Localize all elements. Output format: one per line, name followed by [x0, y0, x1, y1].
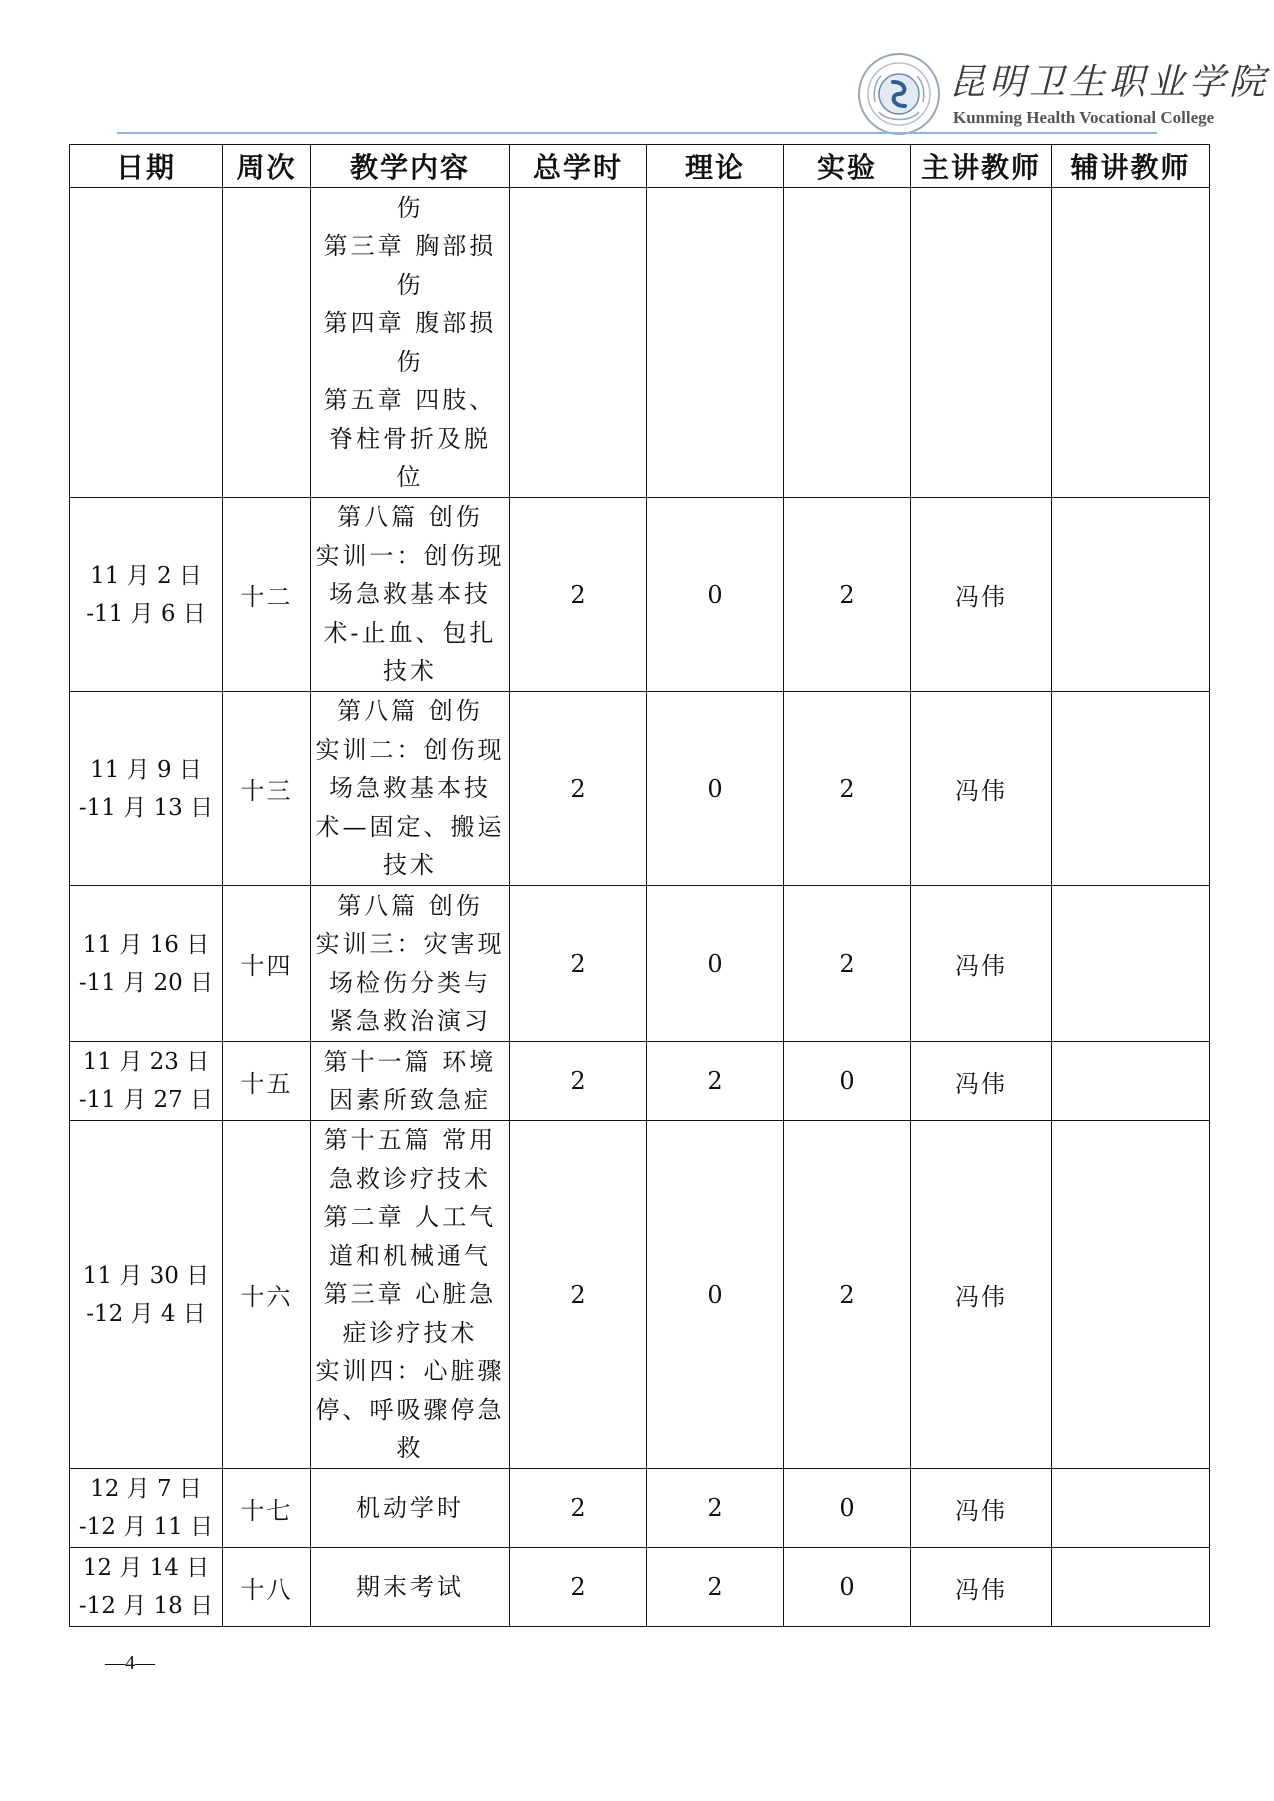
assistant-teacher-cell — [1052, 1548, 1210, 1627]
content-cell: 第八篇 创伤 实训三：灾害现 场检伤分类与 紧急救治演习 — [311, 886, 510, 1042]
lab-hours-cell: 2 — [784, 498, 911, 692]
column-header-assistant-teacher: 辅讲教师 — [1052, 145, 1210, 188]
page-header — [0, 0, 1274, 140]
date-cell: 12 月 7 日 -12 月 11 日 — [70, 1469, 223, 1548]
total-hours-cell: 2 — [510, 1121, 647, 1469]
table-row — [70, 1548, 1210, 1627]
header-divider — [117, 132, 1157, 134]
week-cell: 十四 — [223, 886, 311, 1042]
page-number: —4— — [105, 1652, 155, 1674]
college-seal-icon — [857, 52, 941, 136]
date-cell: 11 月 16 日 -11 月 20 日 — [70, 886, 223, 1042]
lead-teacher-cell: 冯伟 — [911, 1469, 1052, 1548]
content-cell: 第八篇 创伤 实训二：创伤现 场急救基本技 术—固定、搬运 技术 — [311, 692, 510, 886]
table-row — [70, 886, 1210, 1042]
lead-teacher-cell: 冯伟 — [911, 1042, 1052, 1121]
assistant-teacher-cell — [1052, 1469, 1210, 1548]
week-cell: 十三 — [223, 692, 311, 886]
week-cell: 十七 — [223, 1469, 311, 1548]
table-header-row — [70, 145, 1210, 188]
table-row — [70, 498, 1210, 692]
theory-hours-cell: 0 — [647, 692, 784, 886]
total-hours-cell: 2 — [510, 692, 647, 886]
date-cell: 11 月 30 日 -12 月 4 日 — [70, 1121, 223, 1469]
teaching-schedule-table — [69, 144, 1210, 1627]
lab-hours-cell — [784, 188, 911, 498]
lead-teacher-cell: 冯伟 — [911, 1548, 1052, 1627]
date-cell: 11 月 2 日 -11 月 6 日 — [70, 498, 223, 692]
week-cell: 十八 — [223, 1548, 311, 1627]
column-header-content: 教学内容 — [311, 145, 510, 188]
theory-hours-cell: 2 — [647, 1548, 784, 1627]
total-hours-cell: 2 — [510, 498, 647, 692]
content-cell: 期末考试 — [311, 1548, 510, 1627]
lead-teacher-cell: 冯伟 — [911, 692, 1052, 886]
theory-hours-cell: 0 — [647, 1121, 784, 1469]
content-cell: 第十一篇 环境 因素所致急症 — [311, 1042, 510, 1121]
lead-teacher-cell — [911, 188, 1052, 498]
table-row — [70, 1469, 1210, 1548]
assistant-teacher-cell — [1052, 692, 1210, 886]
assistant-teacher-cell — [1052, 886, 1210, 1042]
column-header-date: 日期 — [70, 145, 223, 188]
college-name-cn: 昆明卫生职业学院 — [949, 62, 1270, 103]
week-cell: 十六 — [223, 1121, 311, 1469]
college-logo — [857, 50, 1270, 140]
date-cell: 11 月 9 日 -11 月 13 日 — [70, 692, 223, 886]
column-header-theory: 理论 — [647, 145, 784, 188]
assistant-teacher-cell — [1052, 1042, 1210, 1121]
date-cell: 12 月 14 日 -12 月 18 日 — [70, 1548, 223, 1627]
lab-hours-cell: 2 — [784, 1121, 911, 1469]
content-cell: 伤 第三章 胸部损 伤 第四章 腹部损 伤 第五章 四肢、 脊柱骨折及脱 位 — [311, 188, 510, 498]
theory-hours-cell: 2 — [647, 1469, 784, 1548]
lead-teacher-cell: 冯伟 — [911, 886, 1052, 1042]
assistant-teacher-cell — [1052, 188, 1210, 498]
theory-hours-cell: 2 — [647, 1042, 784, 1121]
table-row — [70, 188, 1210, 498]
column-header-lab: 实验 — [784, 145, 911, 188]
table-row — [70, 692, 1210, 886]
table-row — [70, 1042, 1210, 1121]
column-header-lead-teacher: 主讲教师 — [911, 145, 1052, 188]
lab-hours-cell: 2 — [784, 886, 911, 1042]
total-hours-cell: 2 — [510, 1548, 647, 1627]
column-header-week: 周次 — [223, 145, 311, 188]
lead-teacher-cell: 冯伟 — [911, 1121, 1052, 1469]
total-hours-cell: 2 — [510, 1469, 647, 1548]
assistant-teacher-cell — [1052, 1121, 1210, 1469]
column-header-total-hours: 总学时 — [510, 145, 647, 188]
content-cell: 第十五篇 常用 急救诊疗技术 第二章 人工气 道和机械通气 第三章 心脏急 症诊疗技术 实训四：心脏骤 停、呼吸骤停急 救 — [311, 1121, 510, 1469]
week-cell: 十二 — [223, 498, 311, 692]
college-name-en: Kunming Health Vocational College — [953, 108, 1215, 127]
theory-hours-cell — [647, 188, 784, 498]
week-cell — [223, 188, 311, 498]
lab-hours-cell: 2 — [784, 692, 911, 886]
theory-hours-cell: 0 — [647, 498, 784, 692]
table-row — [70, 1121, 1210, 1469]
lab-hours-cell: 0 — [784, 1469, 911, 1548]
date-cell — [70, 188, 223, 498]
total-hours-cell — [510, 188, 647, 498]
content-cell: 第八篇 创伤 实训一：创伤现 场急救基本技 术-止血、包扎 技术 — [311, 498, 510, 692]
lab-hours-cell: 0 — [784, 1042, 911, 1121]
lab-hours-cell: 0 — [784, 1548, 911, 1627]
assistant-teacher-cell — [1052, 498, 1210, 692]
total-hours-cell: 2 — [510, 886, 647, 1042]
date-cell: 11 月 23 日 -11 月 27 日 — [70, 1042, 223, 1121]
lead-teacher-cell: 冯伟 — [911, 498, 1052, 692]
content-cell: 机动学时 — [311, 1469, 510, 1548]
week-cell: 十五 — [223, 1042, 311, 1121]
theory-hours-cell: 0 — [647, 886, 784, 1042]
total-hours-cell: 2 — [510, 1042, 647, 1121]
